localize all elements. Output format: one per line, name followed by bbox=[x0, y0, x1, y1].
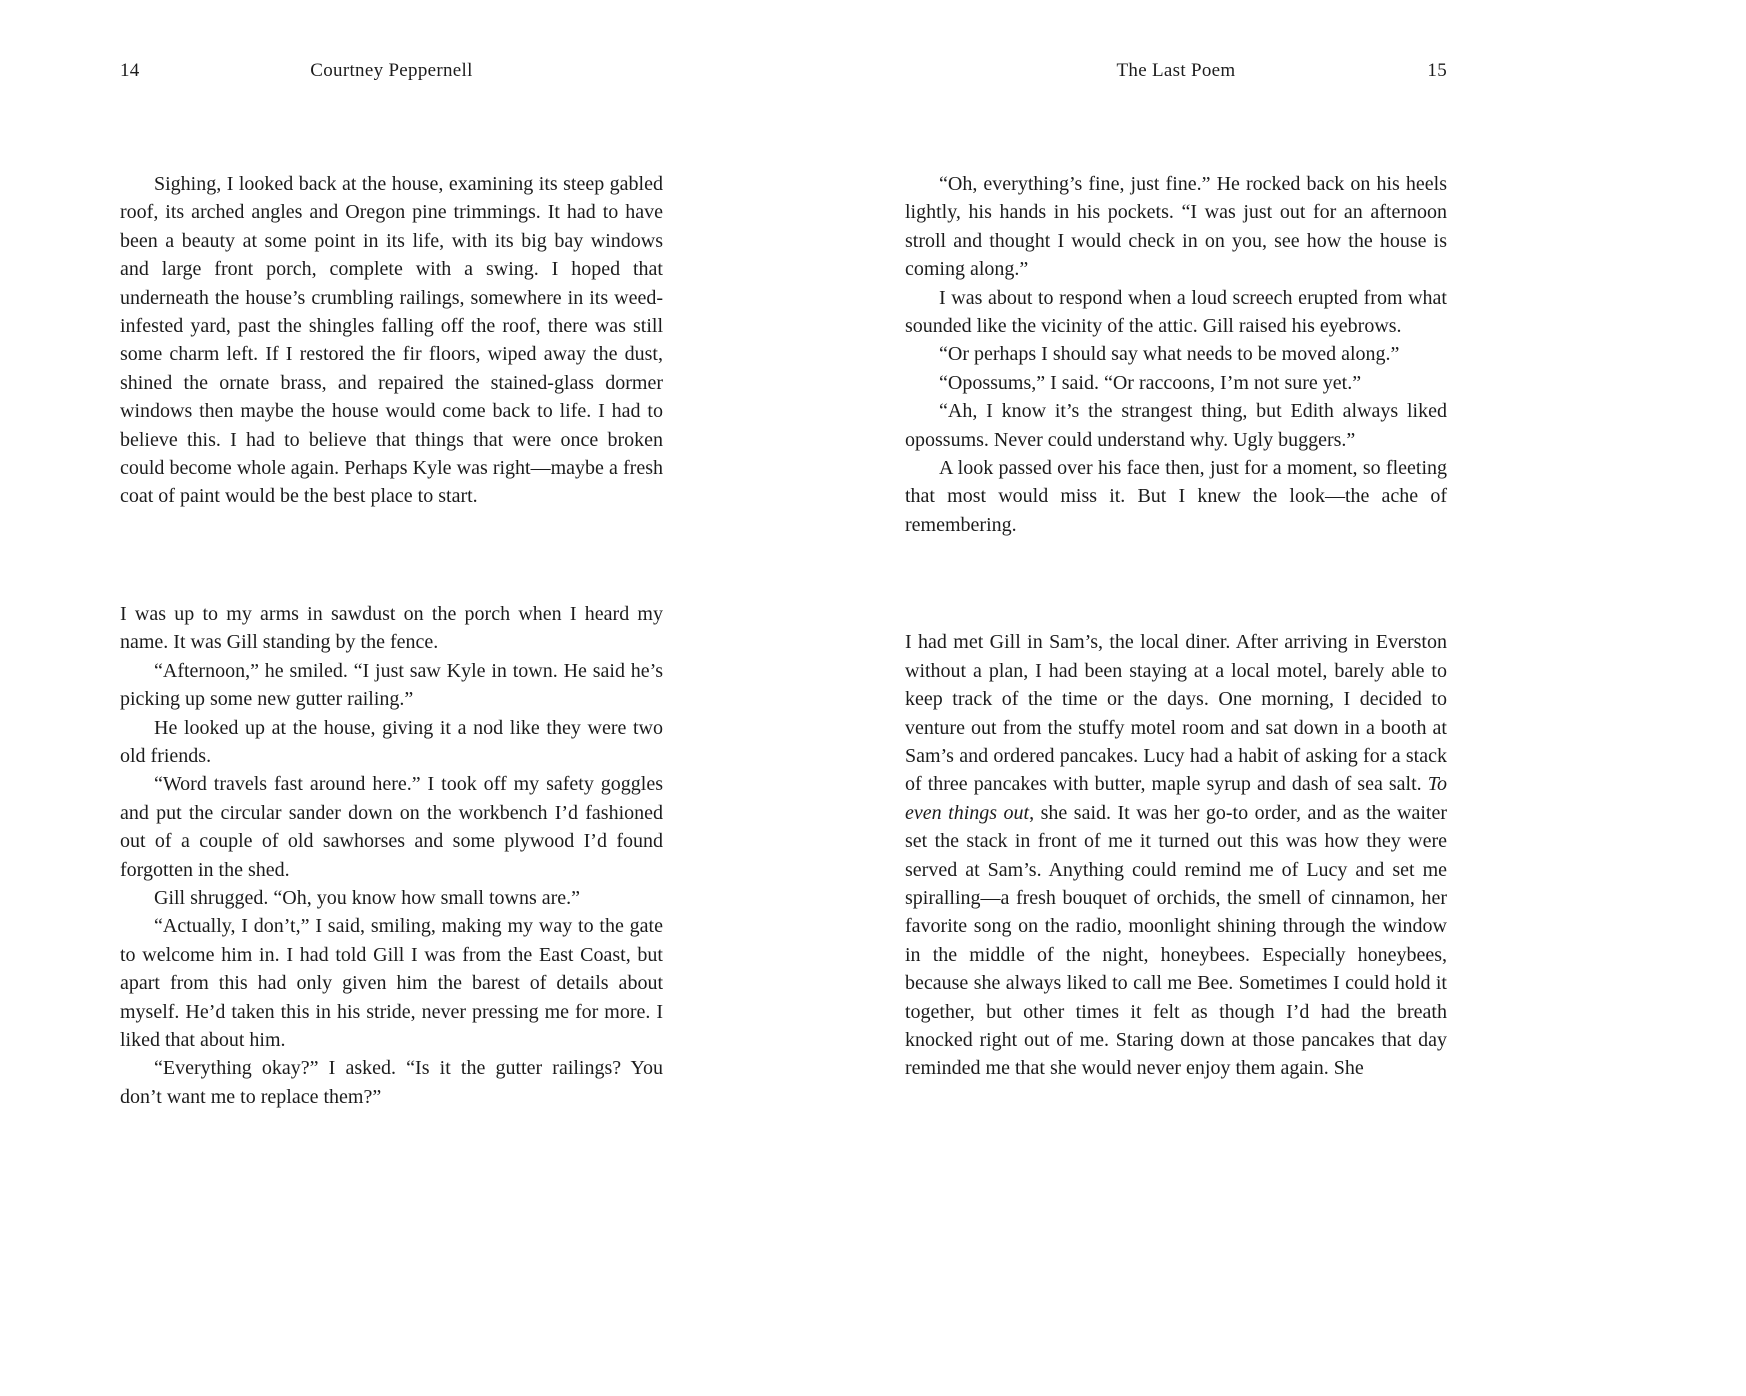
left-page-body bbox=[120, 170, 663, 1111]
paragraph: “Ah, I know it’s the strangest thing, but Edith always liked opossums. Never could understand why. Ugly buggers.” bbox=[905, 400, 1447, 451]
page-right bbox=[905, 60, 1447, 1083]
paragraph: “Or perhaps I should say what needs to be moved along.” bbox=[939, 343, 1400, 366]
paragraph: “Actually, I don’t,” I said, smiling, making my way to the gate to welcome him in. I had told Gill I was from the East Coast, but apart from this had only given him the barest of details about myself. He’d taken this in his stride, never pressing me for more. I liked that about him. bbox=[120, 915, 663, 1051]
paragraph: “Opossums,” I said. “Or raccoons, I’m not sure yet.” bbox=[939, 371, 1362, 394]
paragraph: I was about to respond when a loud screech erupted from what sounded like the vicinity of the attic. Gill raised his eyebrows. bbox=[905, 286, 1447, 338]
italic-phrase: To even things out bbox=[905, 773, 1447, 824]
paragraph: “Word travels fast around here.” I took off my safety goggles and put the circular sander down on the workbench I’d fashioned out of a couple of old sawhorses and some plywood I’d found forgotten in the shed. bbox=[120, 773, 663, 881]
paragraph: I was up to my arms in sawdust on the porch when I heard my name. It was Gill standing by the fence. bbox=[120, 602, 663, 654]
page-left bbox=[120, 60, 663, 1111]
paragraph: “Oh, everything’s fine, just fine.” He rocked back on his heels lightly, his hands in his pockets. “I was just out for an afternoon stroll and thought I would check in on you, see how the house is coming along.” bbox=[905, 173, 1447, 281]
paragraph: Gill shrugged. “Oh, you know how small towns are.” bbox=[154, 886, 581, 909]
paragraph-segment: , she said. It was her go-to order, and as the waiter set the stack in front of me it turned out this was how they were served at Sam’s. Anything could remind me of Lucy and set me spiralling—a fresh bouquet of orchids, the smell of cinnamon, her favorite song on the radio, moonlight shining through the window in the middle of the night, honeybees. Especially honeybees, because she always liked to call me Bee. Sometimes I could hold it together, but other times it felt as though I’d had the breath knocked right out of me. Staring down at those pancakes that day reminded me that she would never enjoy them again. She bbox=[905, 801, 1447, 1080]
section-break bbox=[120, 511, 663, 600]
right-page-header bbox=[905, 60, 1447, 86]
section-break bbox=[905, 539, 1447, 628]
page-number-right: 15 bbox=[1427, 60, 1447, 81]
page-number-left: 14 bbox=[120, 60, 140, 81]
running-header-author: Courtney Peppernell bbox=[310, 60, 473, 81]
paragraph-segment: I had met Gill in Sam’s, the local diner. After arriving in Everston without a plan, I had been staying at a local motel, barely able to keep track of the time or the days. One morning, I decided to venture out from the stuffy motel room and sat down in a booth at Sam’s and ordered pancakes. Lucy had a habit of asking for a stack of three pancakes with butter, maple syrup and dash of sea salt. bbox=[905, 631, 1447, 796]
paragraph bbox=[905, 628, 1447, 1083]
paragraph: Sighing, I looked back at the house, examining its steep gabled roof, its arched angles and Oregon pine trimmings. It had to have been a beauty at some point in its life, with its big bay windows and large front porch, complete with a swing. I hoped that underneath the house’s crumbling railings, somewhere in its weed-infested yard, past the shingles falling off the roof, there was still some charm left. If I restored the fir floors, wiped away the dust, shined the ornate brass, and repaired the stained-glass dormer windows then maybe the house would come back to life. I had to believe this. I had to believe that things that were once broken could become whole again. Perhaps Kyle was right—maybe a fresh coat of paint would be the best place to start. bbox=[120, 173, 663, 508]
running-header-title: The Last Poem bbox=[1116, 60, 1236, 81]
right-page-body bbox=[905, 170, 1447, 1083]
paragraph: “Everything okay?” I asked. “Is it the gutter railings? You don’t want me to replace them?” bbox=[120, 1057, 663, 1108]
paragraph: A look passed over his face then, just for a moment, so fleeting that most would miss it. But I knew the look—the ache of remembering. bbox=[905, 457, 1447, 536]
left-page-header bbox=[120, 60, 663, 86]
paragraph: He looked up at the house, giving it a nod like they were two old friends. bbox=[120, 716, 663, 767]
paragraph: “Afternoon,” he smiled. “I just saw Kyle in town. He said he’s picking up some new gutter railing.” bbox=[120, 659, 663, 711]
